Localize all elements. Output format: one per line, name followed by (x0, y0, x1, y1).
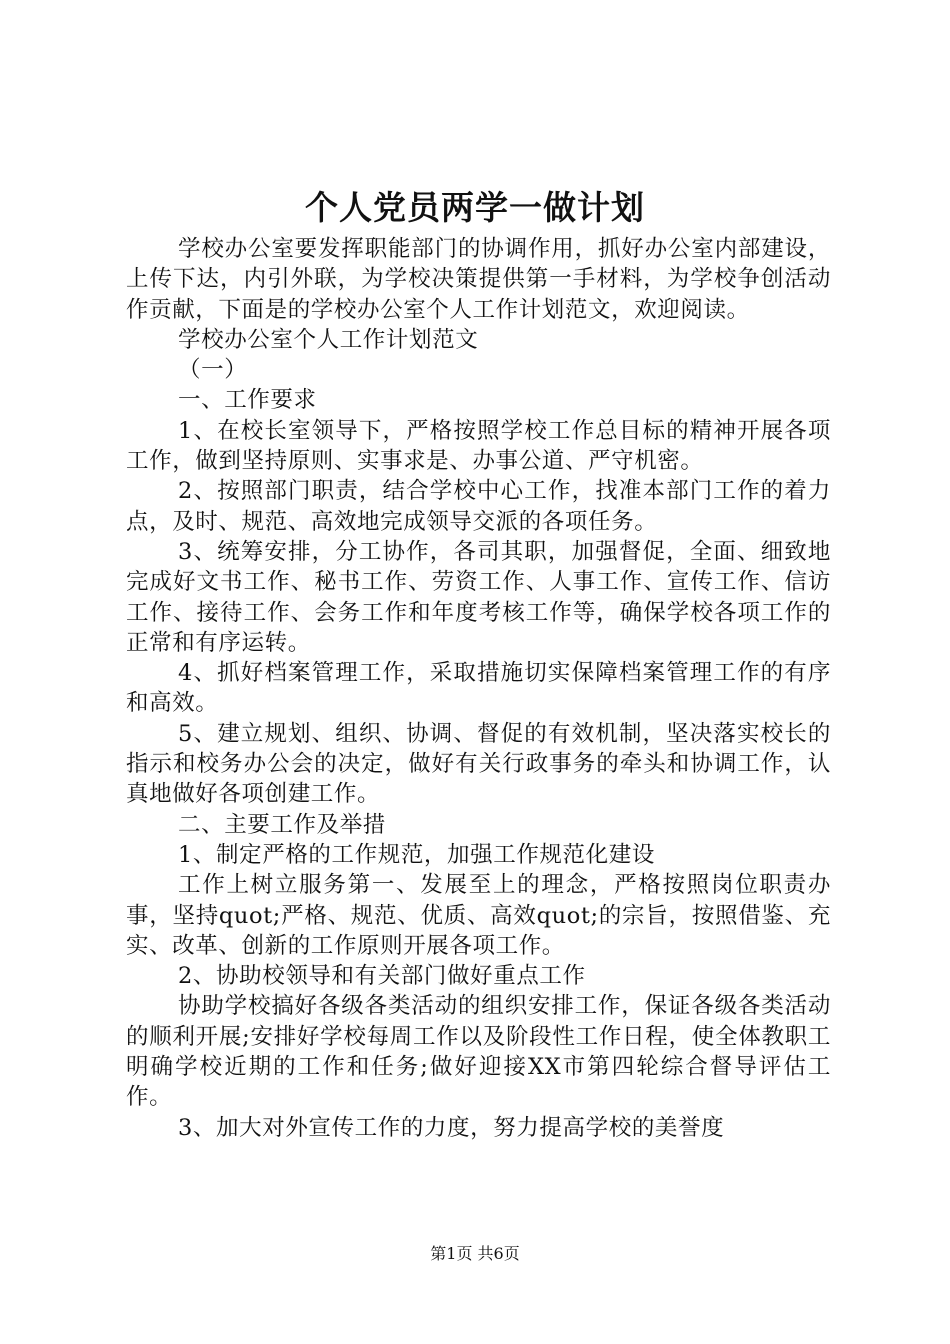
section-heading: 二、主要工作及举措 (178, 811, 386, 838)
subtitle-line: 学校办公室个人工作计划范文 (178, 326, 479, 353)
document-body (126, 234, 831, 1143)
list-item: 3、统筹安排，分工协作，各司其职，加强督促，全面、细致地完成好文书工作、秘书工作、劳资工作、人事工作、宣传工作、信访工作、接待工作、会务工作和年度考核工作等，确保学校各项工作的正常和有序运转。 (126, 538, 831, 656)
subsection-heading: 2、协助校领导和有关部门做好重点工作 (178, 963, 586, 990)
page-number-footer: 第1页 共6页 (430, 1244, 520, 1263)
document-title: 个人党员两学一做计划 (305, 188, 645, 227)
subsection-heading: 3、加大对外宣传工作的力度，努力提高学校的美誉度 (178, 1114, 725, 1141)
subsection-heading: 1、制定严格的工作规范，加强工作规范化建设 (178, 841, 655, 868)
body-paragraph: 工作上树立服务第一、发展至上的理念，严格按照岗位职责办事，坚持quot;严格、规范、优质、高效quot;的宗旨，按照借鉴、充实、改革、创新的工作原则开展各项工作。 (126, 872, 831, 959)
section-number: （一） (178, 357, 248, 384)
intro-paragraph: 学校办公室要发挥职能部门的协调作用，抓好办公室内部建设，上传下达，内引外联，为学校决策提供第一手材料，为学校争创活动作贡献，下面是的学校办公室个人工作计划范文，欢迎阅读。 (126, 236, 831, 323)
section-heading: 一、工作要求 (178, 387, 317, 414)
body-paragraph: 协助学校搞好各级各类活动的组织安排工作，保证各级各类活动的顺利开展;安排好学校每周工作以及阶段性工作日程，使全体教职工明确学校近期的工作和任务;做好迎接XX市第四轮综合督导评估工作。 (126, 993, 831, 1111)
list-item: 4、抓好档案管理工作，采取措施切实保障档案管理工作的有序和高效。 (126, 660, 831, 717)
list-item: 5、建立规划、组织、协调、督促的有效机制，坚决落实校长的指示和校务办公会的决定，做好有关行政事务的牵头和协调工作，认真地做好各项创建工作。 (126, 720, 831, 808)
list-item: 1、在校长室领导下，严格按照学校工作总目标的精神开展各项工作，做到坚持原则、实事求是、办事公道、严守机密。 (126, 417, 831, 475)
list-item: 2、按照部门职责，结合学校中心工作，找准本部门工作的着力点，及时、规范、高效地完成领导交派的各项任务。 (126, 478, 831, 535)
